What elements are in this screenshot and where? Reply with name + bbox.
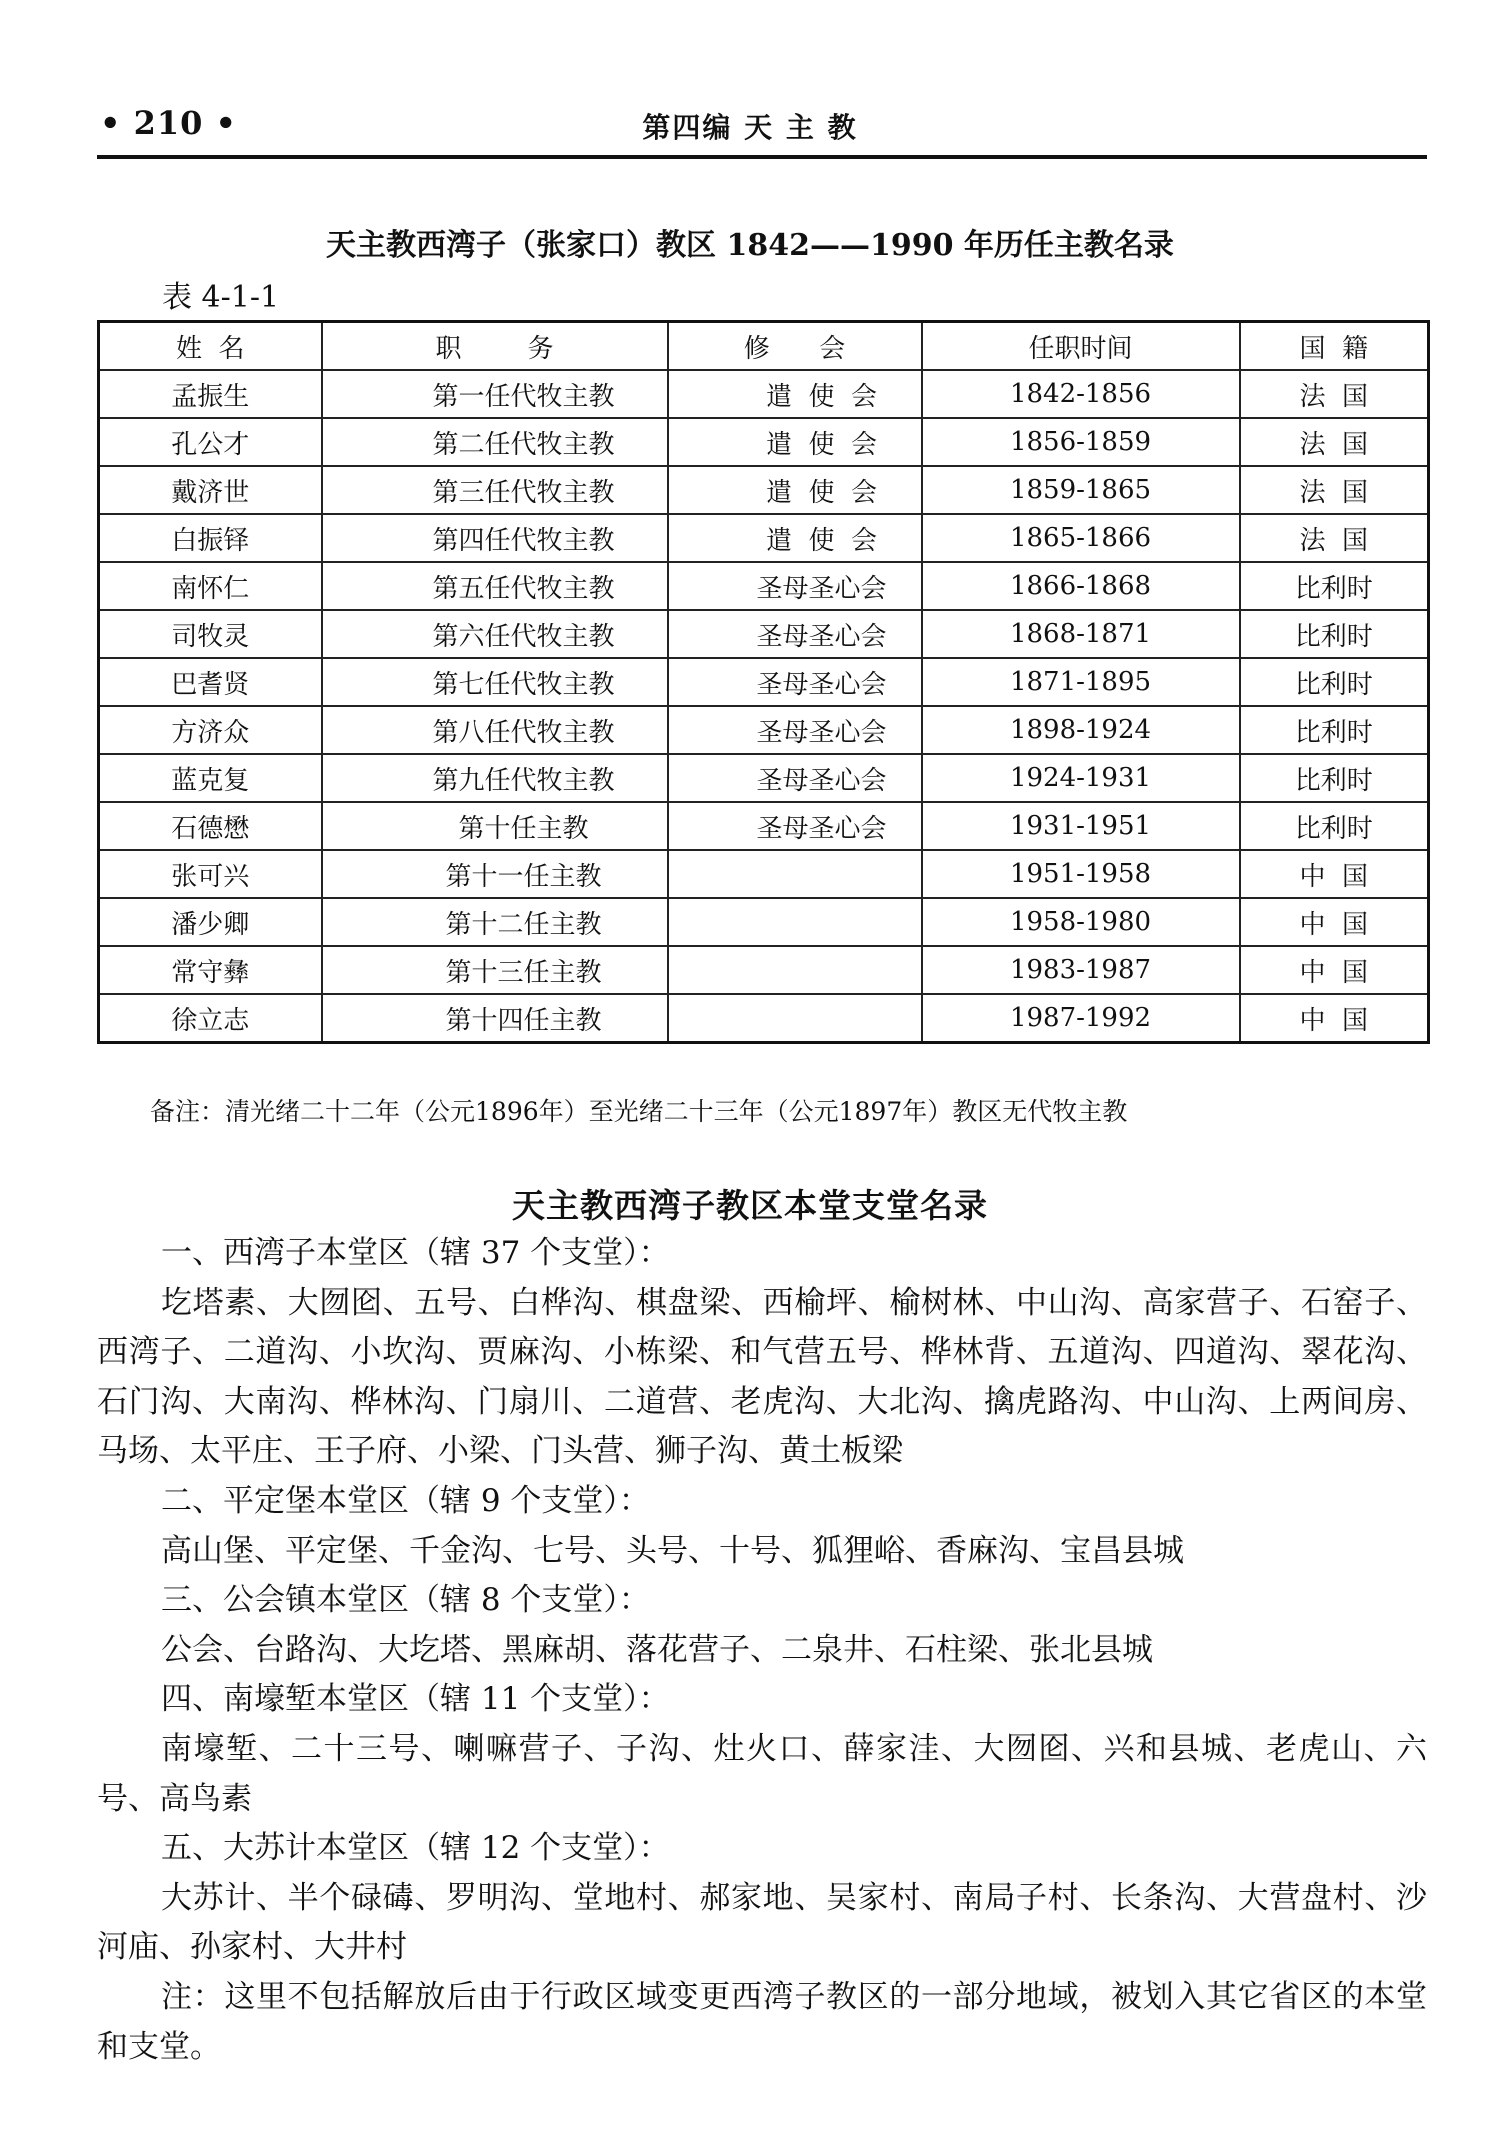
- cell-order: [668, 898, 922, 946]
- cell-order: 圣母圣心会: [668, 706, 922, 754]
- cell-post: 第十二任主教: [322, 898, 668, 946]
- cell-name: 南怀仁: [99, 562, 322, 610]
- cell-post: 第十三任主教: [322, 946, 668, 994]
- cell-term: 1983-1987: [922, 946, 1240, 994]
- cell-name: 司牧灵: [99, 610, 322, 658]
- cell-term: 1871-1895: [922, 658, 1240, 706]
- section-title: 天主教西湾子教区本堂支堂名录: [512, 1186, 988, 1225]
- district-heading: 二、平定堡本堂区（辖 9 个支堂）：: [161, 1482, 650, 1519]
- cell-name: 常守彝: [99, 946, 322, 994]
- column-header-name: 姓 名: [99, 322, 322, 371]
- cell-nationality: 比利时: [1240, 562, 1429, 610]
- cell-nationality: 法 国: [1240, 514, 1429, 562]
- column-header-order: 修 会: [668, 322, 922, 371]
- district-heading: 四、南壕堑本堂区（辖 11 个支堂）：: [161, 1681, 670, 1718]
- cell-nationality: 比利时: [1240, 802, 1429, 850]
- cell-nationality: 比利时: [1240, 706, 1429, 754]
- cell-name: 白振铎: [99, 514, 322, 562]
- cell-order: 遣 使 会: [668, 418, 922, 466]
- table-row: [99, 994, 1429, 1043]
- table-row: [99, 562, 1429, 610]
- cell-order: 圣母圣心会: [668, 610, 922, 658]
- cell-name: 巴耆贤: [99, 658, 322, 706]
- cell-order: 遣 使 会: [668, 514, 922, 562]
- cell-name: 方济众: [99, 706, 322, 754]
- table-body: [99, 370, 1429, 1043]
- district-branches: 南壕堑、二十三号、喇嘛营子、子沟、灶火口、薛家洼、大囫囵、兴和县城、老虎山、六号、高鸟素: [97, 1730, 1427, 1817]
- cell-nationality: 中 国: [1240, 994, 1429, 1043]
- column-header-term: 任职时间: [922, 322, 1240, 371]
- district-branches: 公会、台路沟、大圪塔、黑麻胡、落花营子、二泉井、石柱梁、张北县城: [161, 1631, 1153, 1668]
- table-row: [99, 898, 1429, 946]
- cell-post: 第十任主教: [322, 802, 668, 850]
- table-row: [99, 706, 1429, 754]
- district-branches: 圪塔素、大囫囵、五号、白桦沟、棋盘梁、西榆坪、榆树林、中山沟、高家营子、石窑子、西湾子、二道沟、小坎沟、贾麻沟、小栋梁、和气营五号、桦林背、五道沟、四道沟、翠花沟、石门沟、大南沟、桦林沟、门扇川、二道营、老虎沟、大北沟、擒虎路沟、中山沟、上两间房、马场、太平庄、王子府、小梁、门头营、狮子沟、黄土板梁: [97, 1284, 1427, 1470]
- cell-post: 第七任代牧主教: [322, 658, 668, 706]
- table-row: [99, 946, 1429, 994]
- table-note: 备注：清光绪二十二年（公元1896年）至光绪二十三年（公元1897年）教区无代牧主教: [150, 1097, 1128, 1126]
- cell-post: 第十四任主教: [322, 994, 668, 1043]
- bishop-table: [97, 320, 1430, 1044]
- table-row: [99, 802, 1429, 850]
- table-row: [99, 418, 1429, 466]
- cell-nationality: 法 国: [1240, 466, 1429, 514]
- table-label: 表 4-1-1: [162, 280, 280, 315]
- cell-name: 蓝克复: [99, 754, 322, 802]
- district-heading: 五、大苏计本堂区（辖 12 个支堂）：: [161, 1830, 670, 1867]
- cell-nationality: 中 国: [1240, 898, 1429, 946]
- page-number: • 210 •: [100, 104, 237, 142]
- table-row: [99, 658, 1429, 706]
- cell-nationality: 比利时: [1240, 658, 1429, 706]
- district-heading: 一、西湾子本堂区（辖 37 个支堂）：: [161, 1235, 670, 1271]
- cell-order: 遣 使 会: [668, 370, 922, 418]
- cell-nationality: 法 国: [1240, 370, 1429, 418]
- cell-term: 1866-1868: [922, 562, 1240, 610]
- cell-name: 孟振生: [99, 370, 322, 418]
- cell-term: 1842-1856: [922, 370, 1240, 418]
- header-rule: [97, 155, 1427, 159]
- district-branches: 大苏计、半个碌碡、罗明沟、堂地村、郝家地、吴家村、南局子村、长条沟、大营盘村、沙河庙、孙家村、大井村: [97, 1879, 1427, 1966]
- cell-term: 1987-1992: [922, 994, 1240, 1043]
- cell-nationality: 比利时: [1240, 610, 1429, 658]
- cell-post: 第三任代牧主教: [322, 466, 668, 514]
- cell-nationality: 中 国: [1240, 946, 1429, 994]
- cell-post: 第六任代牧主教: [322, 610, 668, 658]
- cell-order: 圣母圣心会: [668, 754, 922, 802]
- cell-order: 圣母圣心会: [668, 802, 922, 850]
- cell-post: 第二任代牧主教: [322, 418, 668, 466]
- cell-order: 遣 使 会: [668, 466, 922, 514]
- cell-name: 张可兴: [99, 850, 322, 898]
- district-branches: 高山堡、平定堡、千金沟、七号、头号、十号、狐狸峪、香麻沟、宝昌县城: [161, 1532, 1184, 1569]
- footnote: 注：这里不包括解放后由于行政区域变更西湾子教区的一部分地域，被划入其它省区的本堂和支堂。: [97, 1978, 1427, 2065]
- cell-post: 第五任代牧主教: [322, 562, 668, 610]
- cell-term: 1958-1980: [922, 898, 1240, 946]
- table-row: [99, 850, 1429, 898]
- cell-term: 1898-1924: [922, 706, 1240, 754]
- cell-term: 1868-1871: [922, 610, 1240, 658]
- cell-nationality: 法 国: [1240, 418, 1429, 466]
- district-heading: 三、公会镇本堂区（辖 8 个支堂）：: [161, 1582, 650, 1619]
- table-row: [99, 610, 1429, 658]
- cell-term: 1951-1958: [922, 850, 1240, 898]
- cell-term: 1865-1866: [922, 514, 1240, 562]
- table-row: [99, 514, 1429, 562]
- cell-name: 孔公才: [99, 418, 322, 466]
- table-row: [99, 370, 1429, 418]
- cell-post: 第四任代牧主教: [322, 514, 668, 562]
- cell-name: 石德懋: [99, 802, 322, 850]
- cell-term: 1931-1951: [922, 802, 1240, 850]
- table-row: [99, 754, 1429, 802]
- cell-post: 第十一任主教: [322, 850, 668, 898]
- cell-term: 1856-1859: [922, 418, 1240, 466]
- table-header-row: [99, 322, 1429, 371]
- cell-post: 第一任代牧主教: [322, 370, 668, 418]
- cell-order: [668, 946, 922, 994]
- cell-post: 第九任代牧主教: [322, 754, 668, 802]
- cell-order: [668, 850, 922, 898]
- cell-nationality: 中 国: [1240, 850, 1429, 898]
- cell-post: 第八任代牧主教: [322, 706, 668, 754]
- cell-name: 潘少卿: [99, 898, 322, 946]
- cell-term: 1859-1865: [922, 466, 1240, 514]
- column-header-post: 职 务: [322, 322, 668, 371]
- cell-name: 戴济世: [99, 466, 322, 514]
- cell-order: [668, 994, 922, 1043]
- cell-order: 圣母圣心会: [668, 562, 922, 610]
- cell-nationality: 比利时: [1240, 754, 1429, 802]
- cell-name: 徐立志: [99, 994, 322, 1043]
- table-row: [99, 466, 1429, 514]
- table-title: 天主教西湾子（张家口）教区 1842——1990 年历任主教名录: [326, 228, 1174, 263]
- column-header-nationality: 国 籍: [1240, 322, 1429, 371]
- cell-term: 1924-1931: [922, 754, 1240, 802]
- cell-order: 圣母圣心会: [668, 658, 922, 706]
- running-head: 第四编 天 主 教: [642, 111, 858, 144]
- parish-list: [97, 1229, 1427, 2072]
